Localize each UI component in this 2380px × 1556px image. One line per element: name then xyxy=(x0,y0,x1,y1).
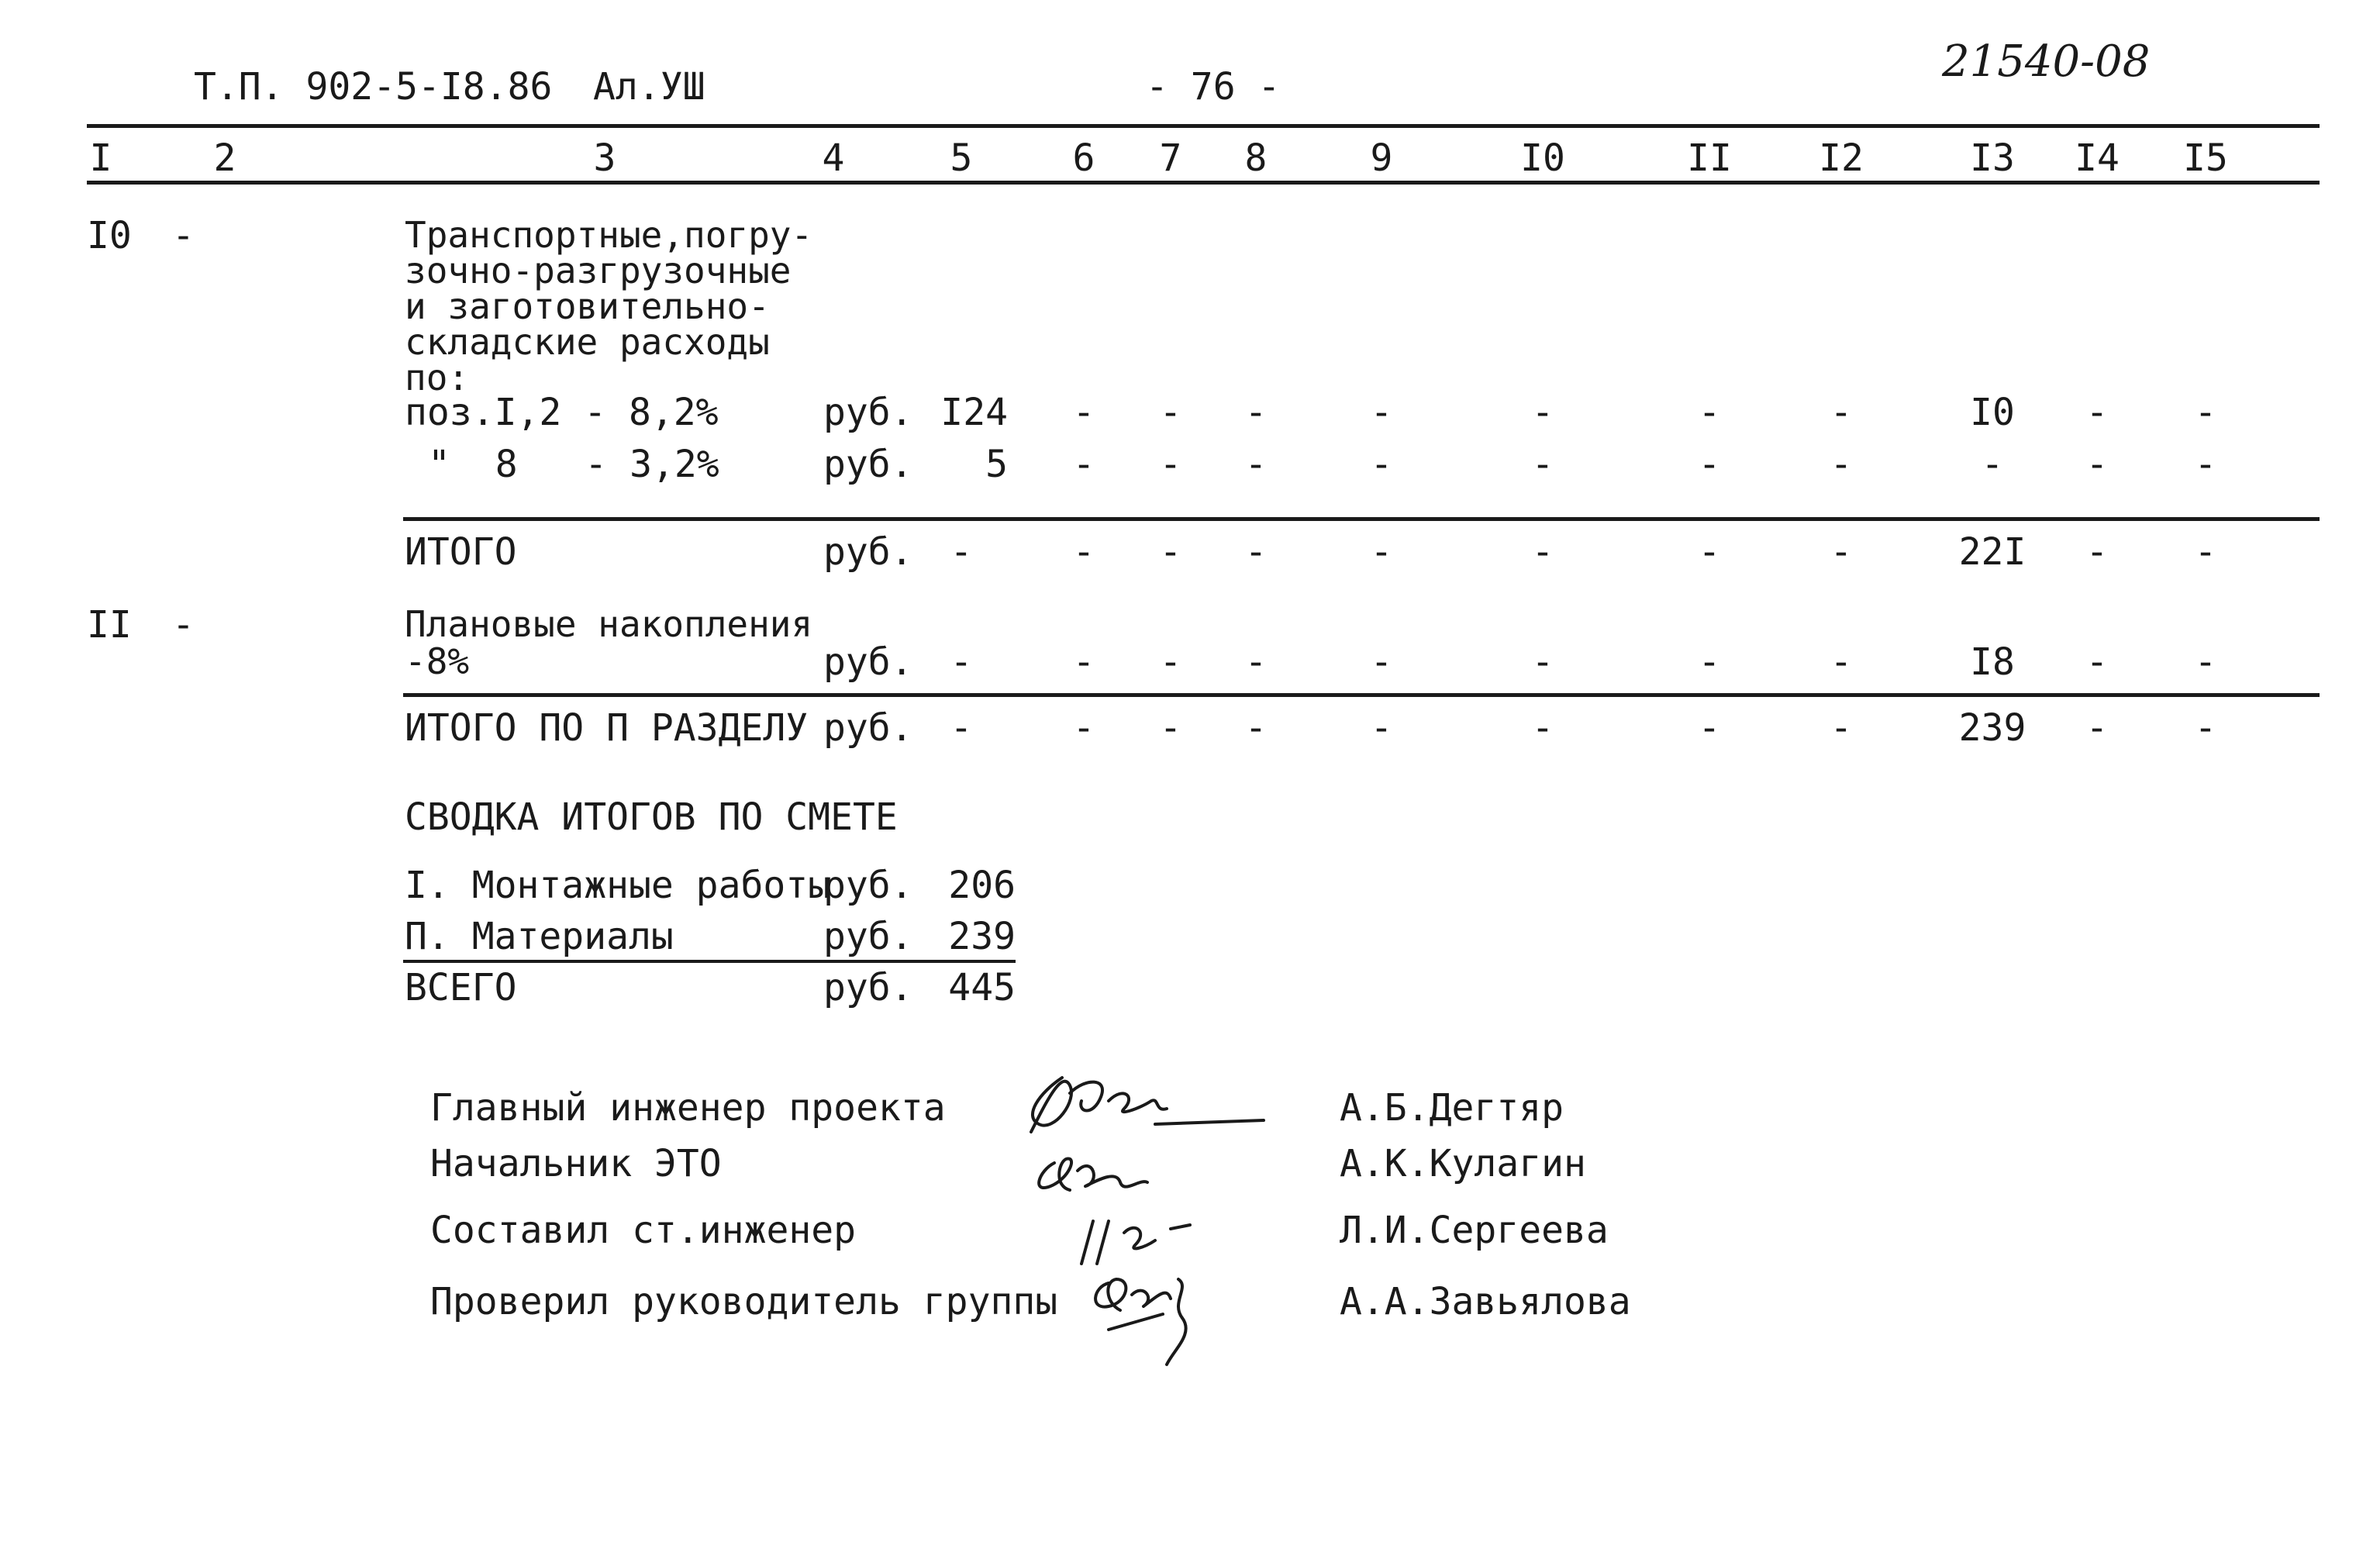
row-10-sub-1-c12: - xyxy=(1830,391,1853,434)
col-2: 2 xyxy=(213,136,236,180)
row-10-sub-1-c8: - xyxy=(1244,391,1268,434)
total-2-c13: 239 xyxy=(1958,706,2026,750)
total-2-label: ИТОГО ПО П РАЗДЕЛУ xyxy=(405,706,809,750)
col-4: 4 xyxy=(822,136,845,180)
total-1-c5: - xyxy=(950,530,973,574)
summary-rule xyxy=(403,960,1016,963)
total-1-c14: - xyxy=(2085,530,2109,574)
row-11-desc-line-2: -8% xyxy=(405,640,470,682)
summary-item-1-label: I. Монтажные работы xyxy=(405,864,831,907)
header-rule-bottom xyxy=(87,181,2320,185)
row-11-c14: - xyxy=(2085,640,2109,684)
col-11: II xyxy=(1687,136,1732,180)
col-7: 7 xyxy=(1159,136,1182,180)
col-9: 9 xyxy=(1370,136,1393,180)
total-1-label: ИТОГО xyxy=(405,530,517,574)
page-number: - 76 - xyxy=(1146,65,1281,109)
col-6: 6 xyxy=(1072,136,1095,180)
row-10-sub-1-c10: - xyxy=(1531,391,1554,434)
total-2-c15: - xyxy=(2194,706,2217,750)
summary-item-1-value: 206 xyxy=(948,864,1016,907)
row-10-sub-1-c6: - xyxy=(1072,391,1095,434)
row-10-sub-2-c12: - xyxy=(1830,443,1853,486)
row-11-c13: I8 xyxy=(1970,640,2015,684)
total-1-c12: - xyxy=(1830,530,1853,574)
signature-role-2: Начальник ЭТО xyxy=(430,1142,722,1185)
total-2-c5: - xyxy=(950,706,973,750)
signature-role-1: Главный инженер проекта xyxy=(430,1086,946,1130)
summary-title: СВОДКА ИТОГОВ ПО СМЕТЕ xyxy=(405,795,898,839)
row-10-sub-2-c13: - xyxy=(1981,443,2004,486)
total-2-c7: - xyxy=(1159,706,1182,750)
signature-name-1: А.Б.Дегтяр xyxy=(1340,1086,1564,1130)
total-2-c6: - xyxy=(1072,706,1095,750)
total-2-c9: - xyxy=(1370,706,1393,750)
summary-item-3-value: 445 xyxy=(948,966,1016,1009)
col-13: I3 xyxy=(1970,136,2015,180)
row-10-sub-1-c7: - xyxy=(1159,391,1182,434)
row-11-c5: - xyxy=(950,640,973,684)
row-11-c12: - xyxy=(1830,640,1853,684)
row-11-unit: руб. xyxy=(823,640,913,684)
total-2-rule xyxy=(403,693,2320,697)
signature-name-4: А.А.Завьялова xyxy=(1340,1280,1631,1323)
row-10-sub-1-c11: - xyxy=(1698,391,1721,434)
row-10-desc-line-3: и заготовительно- xyxy=(405,285,770,327)
row-10-sub-2-c14: - xyxy=(2085,443,2109,486)
row-10-sub-1-c9: - xyxy=(1370,391,1393,434)
signature-name-3: Л.И.Сергеева xyxy=(1340,1209,1609,1252)
total-1-c6: - xyxy=(1072,530,1095,574)
row-11-desc-line-1: Плановые накопления xyxy=(405,603,813,645)
row-10-sub-2-label: " 8 - 3,2% xyxy=(428,443,719,486)
row-11-c7: - xyxy=(1159,640,1182,684)
row-10-sub-1-label: поз.I,2 - 8,2% xyxy=(405,391,719,434)
total-1-unit: руб. xyxy=(823,530,913,574)
summary-item-2-label: П. Материалы xyxy=(405,915,674,958)
col-10: I0 xyxy=(1520,136,1565,180)
row-10-sub-1-c13: I0 xyxy=(1970,391,2015,434)
row-10-sub-1-c5: I24 xyxy=(940,391,1008,434)
col-3: 3 xyxy=(593,136,616,180)
row-11-c15: - xyxy=(2194,640,2217,684)
summary-item-3-label: ВСЕГО xyxy=(405,966,517,1009)
row-10-desc-line-1: Транспортные,погру- xyxy=(405,214,813,256)
row-10-sub-2-unit: руб. xyxy=(823,443,913,486)
row-10-sub-2-c10: - xyxy=(1531,443,1554,486)
signature-role-3: Составил ст.инженер xyxy=(430,1209,857,1252)
row-10-sub-2-c9: - xyxy=(1370,443,1393,486)
signature-name-2: А.К.Кулагин xyxy=(1340,1142,1586,1185)
album-label: Ал.УШ xyxy=(593,65,705,109)
summary-item-1-unit: руб. xyxy=(823,864,913,907)
row-11-code: - xyxy=(172,603,195,647)
header-rule-top xyxy=(87,124,2320,128)
row-10-sub-1-c15: - xyxy=(2194,391,2217,434)
row-11-c10: - xyxy=(1531,640,1554,684)
row-10-sub-2-c6: - xyxy=(1072,443,1095,486)
row-10-desc-line-5: по: xyxy=(405,357,470,398)
total-1-c7: - xyxy=(1159,530,1182,574)
col-5: 5 xyxy=(950,136,973,180)
total-2-c14: - xyxy=(2085,706,2109,750)
total-1-c15: - xyxy=(2194,530,2217,574)
total-2-c10: - xyxy=(1531,706,1554,750)
handwritten-signatures xyxy=(1008,1054,1287,1380)
row-10-sub-1-unit: руб. xyxy=(823,391,913,434)
row-11-c6: - xyxy=(1072,640,1095,684)
row-10-code: - xyxy=(172,214,195,257)
row-11-c9: - xyxy=(1370,640,1393,684)
row-10-desc-line-2: зочно-разгрузочные xyxy=(405,250,792,292)
total-2-c8: - xyxy=(1244,706,1268,750)
doc-code: Т.П. 902-5-I8.86 xyxy=(194,65,553,109)
total-1-c10: - xyxy=(1531,530,1554,574)
total-2-c12: - xyxy=(1830,706,1853,750)
row-10-sub-2-c11: - xyxy=(1698,443,1721,486)
total-1-c11: - xyxy=(1698,530,1721,574)
col-12: I2 xyxy=(1819,136,1864,180)
row-11-number: II xyxy=(87,603,132,647)
row-10-sub-2-c7: - xyxy=(1159,443,1182,486)
signature-role-4: Проверил руководитель группы xyxy=(430,1280,1058,1323)
row-11-c8: - xyxy=(1244,640,1268,684)
summary-item-2-unit: руб. xyxy=(823,915,913,958)
total-2-c11: - xyxy=(1698,706,1721,750)
summary-item-2-value: 239 xyxy=(948,915,1016,958)
total-1-c13: 22I xyxy=(1958,530,2026,574)
col-15: I5 xyxy=(2183,136,2228,180)
total-2-unit: руб. xyxy=(823,706,913,750)
row-10-sub-2-c15: - xyxy=(2194,443,2217,486)
row-10-number: I0 xyxy=(87,214,132,257)
row-11-c11: - xyxy=(1698,640,1721,684)
row-10-sub-2-c5: 5 xyxy=(985,443,1008,486)
col-1: I xyxy=(89,136,112,180)
total-1-c9: - xyxy=(1370,530,1393,574)
row-10-desc-line-4: складские расходы xyxy=(405,321,770,363)
handwritten-number: 21540-08 xyxy=(1942,36,2151,87)
row-10-sub-1-c14: - xyxy=(2085,391,2109,434)
col-8: 8 xyxy=(1244,136,1268,180)
row-10-sub-2-c8: - xyxy=(1244,443,1268,486)
summary-item-3-unit: руб. xyxy=(823,966,913,1009)
col-14: I4 xyxy=(2075,136,2120,180)
total-1-rule xyxy=(403,517,2320,521)
total-1-c8: - xyxy=(1244,530,1268,574)
